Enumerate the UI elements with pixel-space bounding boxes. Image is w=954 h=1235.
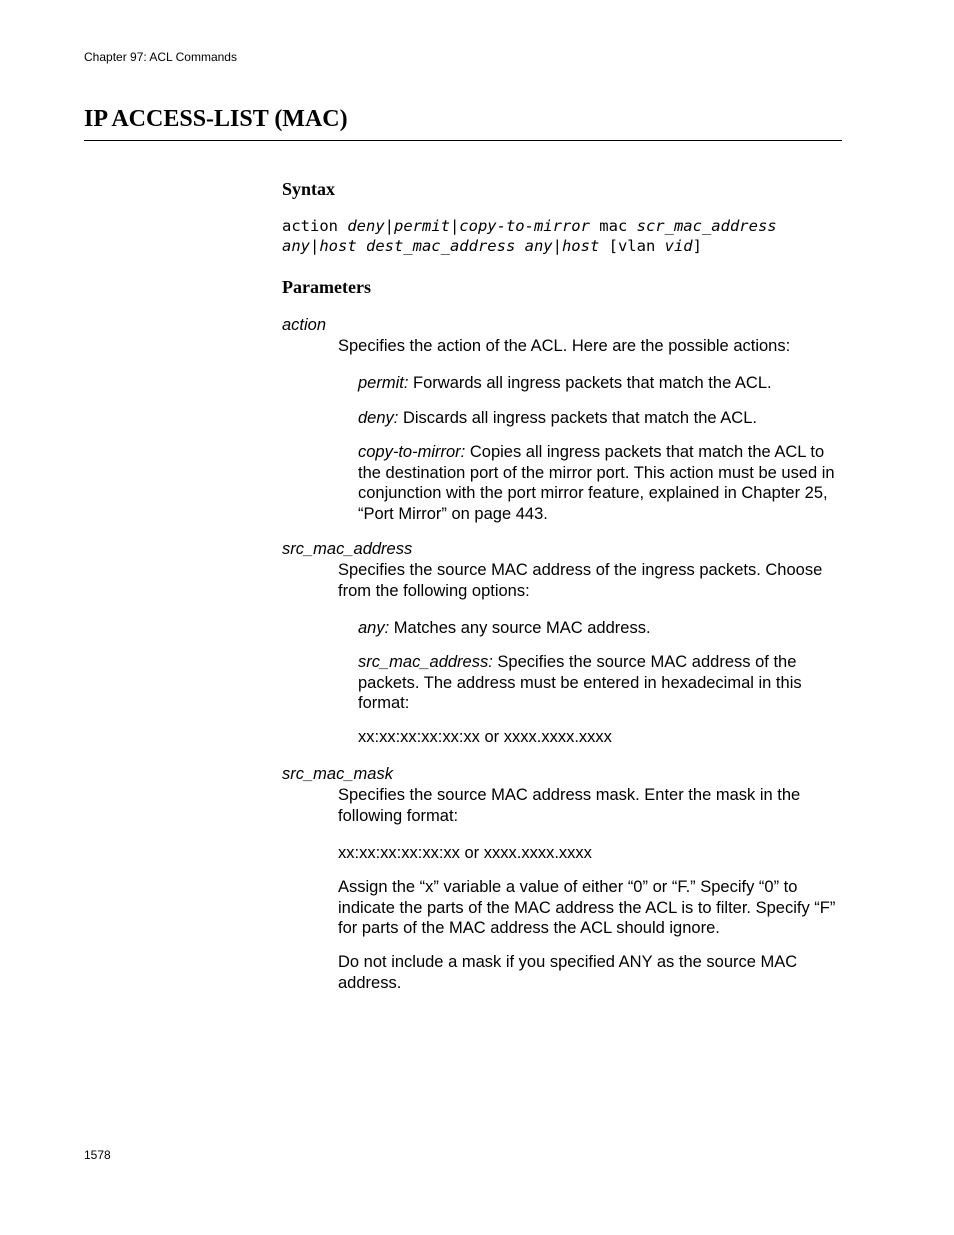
chapter-header: Chapter 97: ACL Commands xyxy=(84,50,237,64)
param-desc-action: Specifies the action of the ACL. Here are the possible actions: xyxy=(338,337,791,355)
syntax-token: scr_mac_address xyxy=(636,217,777,235)
option-text: Matches any source MAC address. xyxy=(389,619,651,637)
syntax-heading: Syntax xyxy=(282,179,336,199)
param-name-src-mac-address: src_mac_address xyxy=(282,540,413,558)
page-title: IP ACCESS-LIST (MAC) xyxy=(84,106,348,132)
option-text: Copies all ingress packets that match the ACL to the destination port of the mirror port. This action must be used in conjunction with the port mirror feature, explained in Chapter 25, “Port Mirror” on page 443. xyxy=(358,443,835,523)
syntax-token: [vlan xyxy=(599,237,665,255)
param-name-action: action xyxy=(282,316,327,334)
parameters-heading: Parameters xyxy=(282,277,371,297)
option-text: Discards all ingress packets that match the ACL. xyxy=(398,409,757,427)
option-permit xyxy=(358,373,842,394)
option-term: src_mac_address: xyxy=(358,653,493,671)
mask-note-values: Assign the “x” variable a value of either “0” or “F.” Specify “0” to indicate the parts of the MAC address the ACL is to filter. Specify “F” for parts of the MAC address the ACL should ignore. xyxy=(338,878,836,937)
syntax-token: action xyxy=(282,217,348,235)
syntax-token: mac xyxy=(589,217,637,235)
address-format: xx:xx:xx:xx:xx:xx or xxxx.xxxx.xxxx xyxy=(358,728,612,746)
option-any xyxy=(358,618,842,639)
option-term: permit: xyxy=(358,374,409,392)
syntax-token: vid xyxy=(664,237,693,255)
mask-note-any: Do not include a mask if you specified ANY as the source MAC address. xyxy=(338,953,798,992)
option-text: Specifies the source MAC address of the packets. The address must be entered in hexadecimal in this format: xyxy=(358,653,802,712)
syntax-token: deny|permit|copy-to-mirror xyxy=(347,217,590,235)
syntax-token: any|host dest_mac_address any|host xyxy=(282,237,600,255)
param-name-src-mac-mask: src_mac_mask xyxy=(282,765,393,783)
param-desc-src-mac-mask: Specifies the source MAC address mask. Enter the mask in the following format: xyxy=(338,786,801,825)
mask-format: xx:xx:xx:xx:xx:xx or xxxx.xxxx.xxxx xyxy=(338,844,592,862)
title-divider xyxy=(84,140,842,141)
page-number: 1578 xyxy=(84,1148,111,1162)
syntax-token: ] xyxy=(692,237,702,255)
param-desc-src-mac-address: Specifies the source MAC address of the ingress packets. Choose from the following options: xyxy=(338,561,823,600)
option-term: any: xyxy=(358,619,390,637)
syntax-code xyxy=(282,216,777,256)
option-deny xyxy=(358,408,842,429)
option-text: Forwards all ingress packets that match the ACL. xyxy=(408,374,772,392)
option-src-mac-address xyxy=(358,652,842,714)
option-copy-to-mirror xyxy=(358,442,842,524)
option-term: copy-to-mirror: xyxy=(358,443,466,461)
option-term: deny: xyxy=(358,409,399,427)
